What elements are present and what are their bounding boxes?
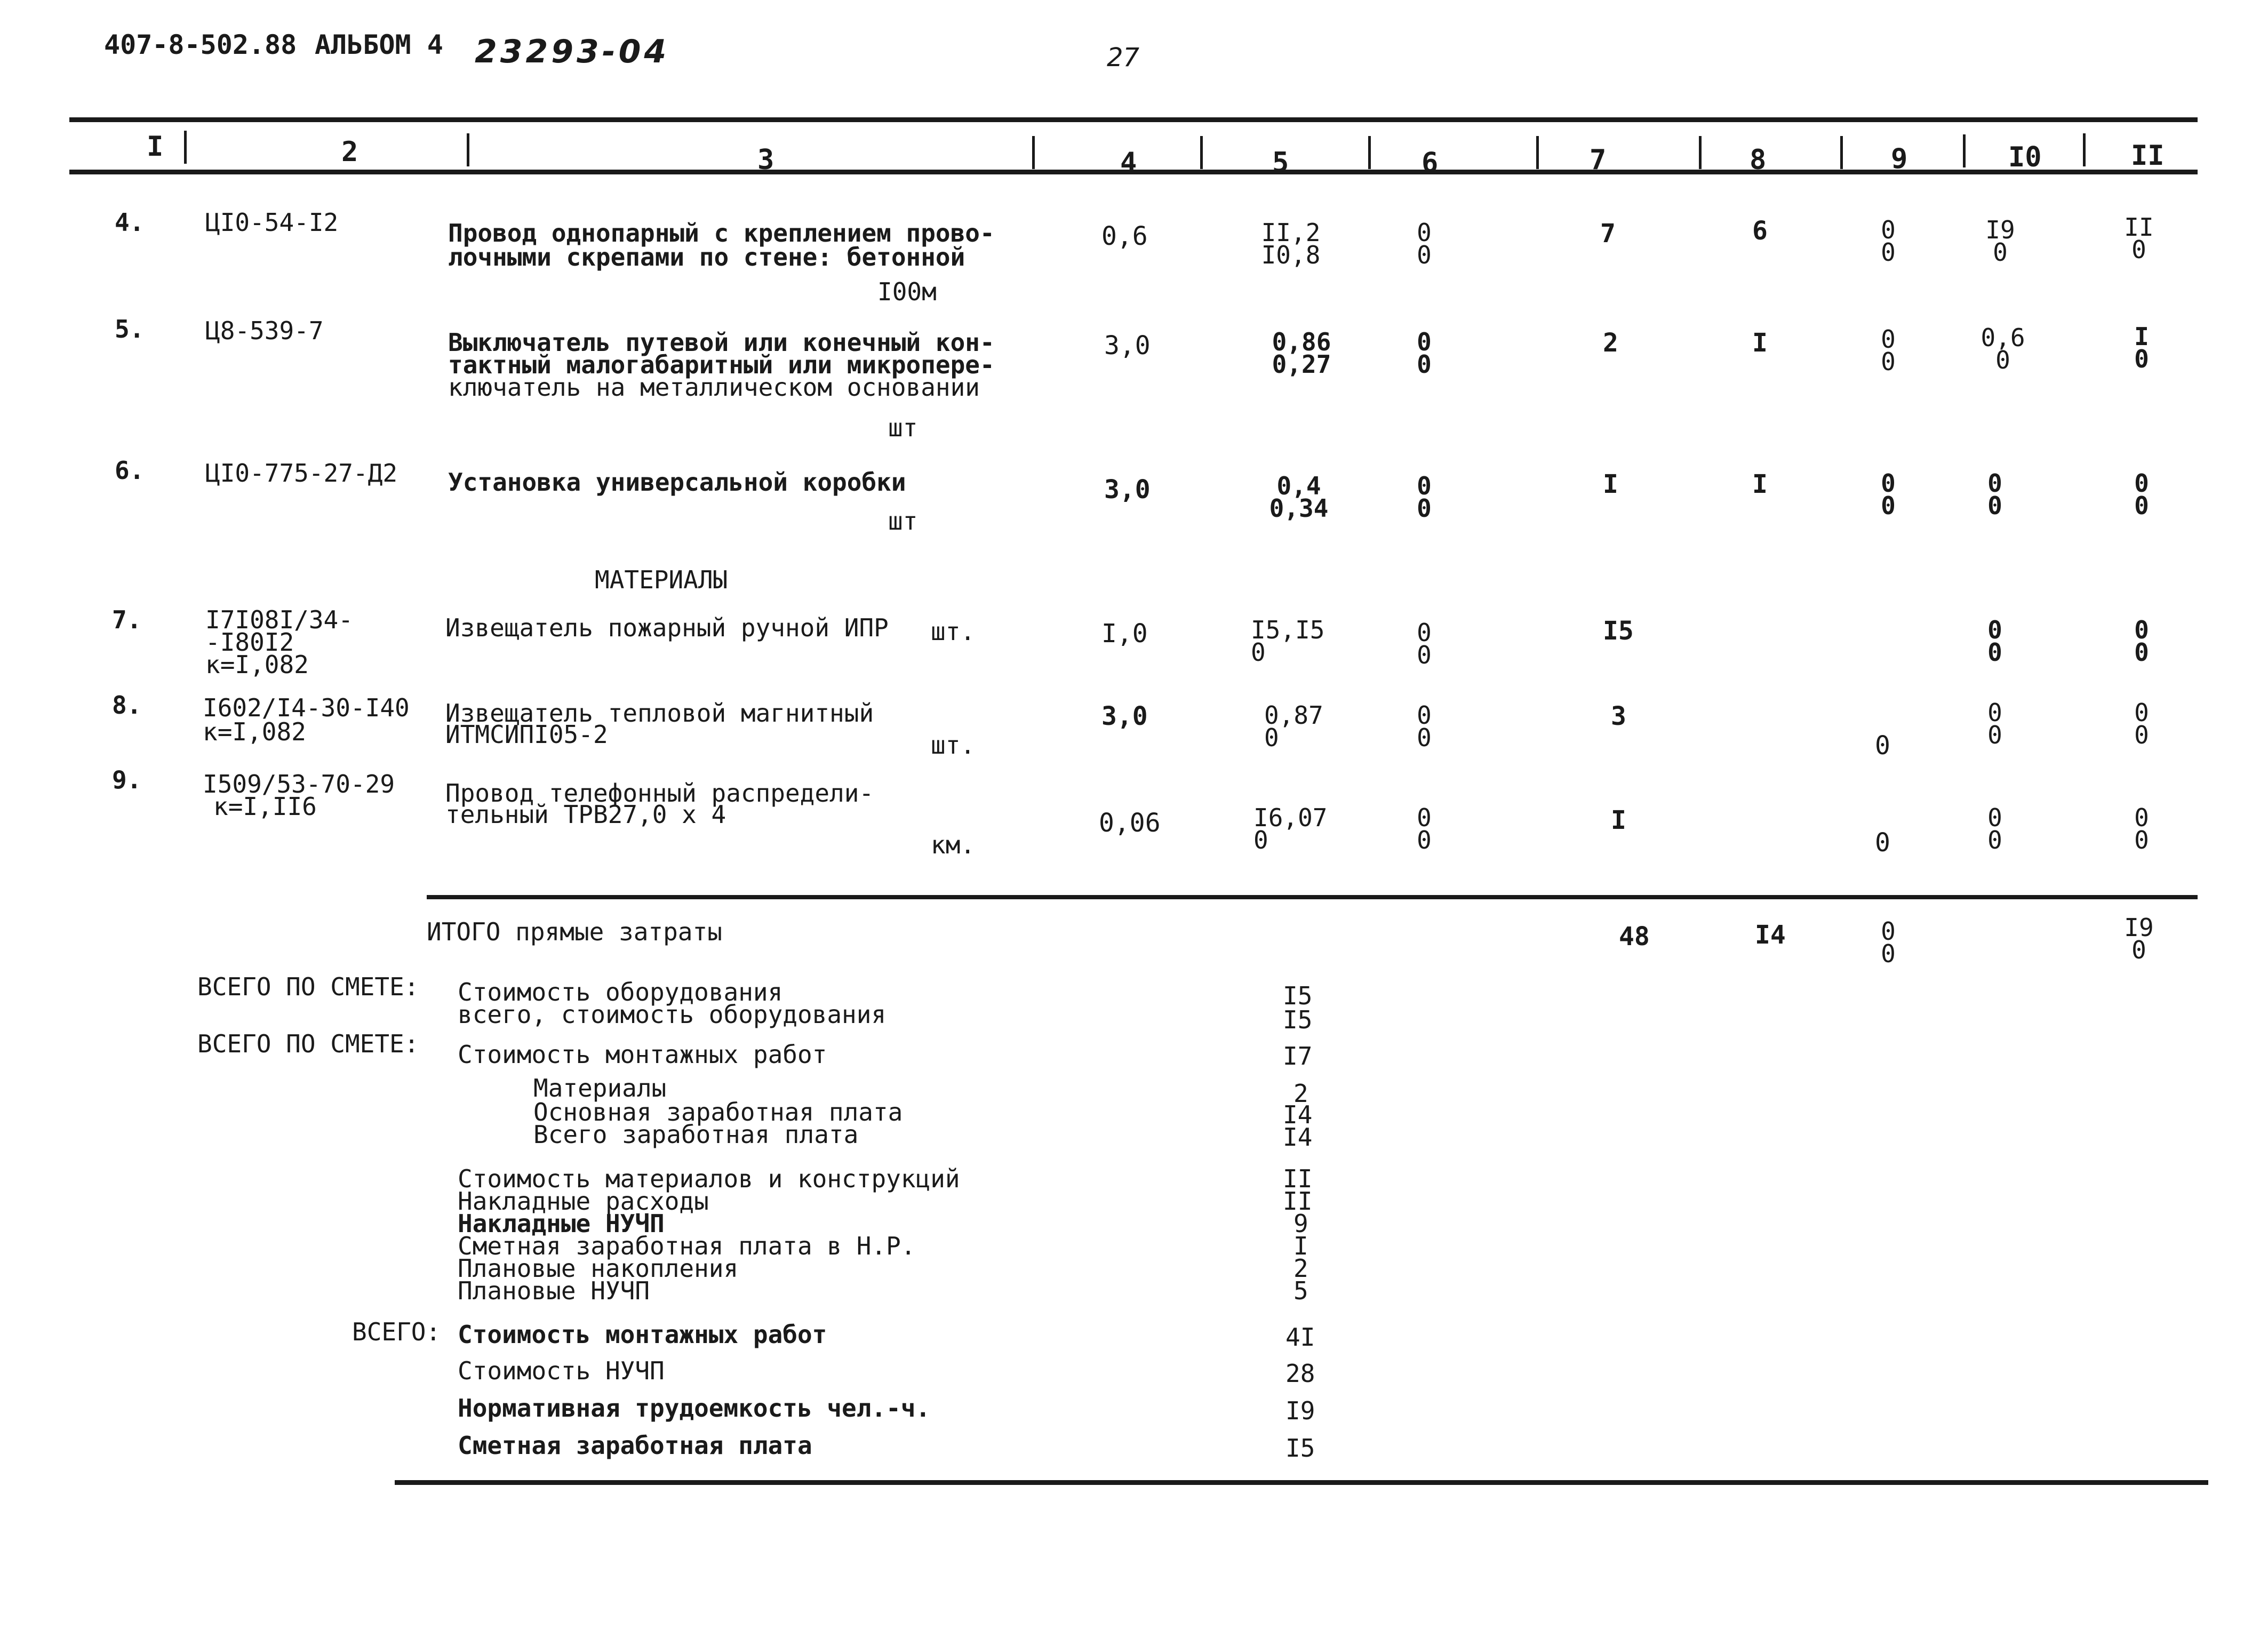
row-c9: 0 0 — [1881, 325, 1896, 376]
row-code-line: I7I08I/34- — [205, 605, 353, 634]
summary-value: I5 — [1283, 1005, 1313, 1034]
row-desc-line: Извещатель тепловой магнитный — [445, 699, 874, 728]
row-desc-line: Провод однопарный с креплением прово- — [448, 219, 995, 247]
row-c10: 0 0 — [1987, 616, 2002, 667]
summary-value: II — [1283, 1187, 1313, 1216]
summary-value: 9 — [1293, 1209, 1308, 1238]
row-c7: 2 — [1603, 328, 1618, 358]
handwritten-number: 23293-04 — [475, 33, 670, 70]
summary-value: I — [1293, 1232, 1308, 1260]
total-c11: I9 0 — [2124, 913, 2154, 964]
row-c4: I,0 — [1101, 619, 1148, 649]
row-number: 6. — [115, 456, 145, 485]
row-desc-line: Провод телефонный распредели- — [445, 779, 874, 808]
row-unit: I00м — [877, 277, 937, 306]
row-c8: I — [1752, 469, 1768, 499]
row-desc-line: ключатель на металлическом основании — [448, 373, 980, 402]
row-code: Ц8-539-7 — [205, 316, 324, 345]
row-code-line: I602/I4-30-I40 — [203, 693, 410, 722]
row-c7: 3 — [1611, 701, 1626, 731]
col-header-5: 5 — [1272, 147, 1289, 179]
row-desc-line: Извещатель пожарный ручной ИПР — [445, 613, 889, 642]
bottom-rule — [395, 1480, 2208, 1485]
row-c6: 0 0 — [1417, 218, 1432, 269]
row-number: 8. — [112, 691, 142, 720]
album-label: АЛЬБОМ 4 — [315, 29, 443, 60]
row-c9: 0 0 — [1881, 215, 1896, 267]
summary-label: Стоимость монтажных работ — [458, 1040, 827, 1069]
row-desc-line: Выключатель путевой или конечный кон- — [448, 328, 995, 357]
summary-value: I9 — [1285, 1396, 1315, 1425]
summary-label: Накладные НУЧП — [458, 1209, 665, 1238]
row-c10: 0 0 — [1987, 698, 2002, 749]
col-header-2: 2 — [341, 136, 358, 168]
summary-label: Нормативная трудоемкость чел.-ч. — [458, 1394, 931, 1423]
summary-label: Стоимость НУЧП — [458, 1356, 665, 1385]
row-c4: 3,0 — [1101, 701, 1148, 731]
col-header-9: 9 — [1891, 143, 1908, 175]
summary-label: Стоимость материалов и конструкций — [458, 1164, 960, 1193]
summary-value: 2 — [1293, 1254, 1308, 1283]
col-header-3: 3 — [757, 144, 774, 176]
row-c7: I — [1603, 469, 1618, 499]
row-c9: 0 0 — [1881, 469, 1896, 520]
row-c6: 0 0 — [1417, 618, 1432, 669]
total-c8: I4 — [1755, 920, 1786, 950]
row-number: 5. — [115, 315, 145, 343]
table-top-rule — [69, 117, 2198, 122]
row-c5: II,2 I0,8 — [1261, 218, 1321, 269]
row-unit: шт — [888, 507, 918, 536]
row-unit: шт — [888, 413, 918, 442]
summary-value: I4 — [1283, 1100, 1313, 1129]
row-c10: I9 0 — [1985, 215, 2015, 267]
col-header-8: 8 — [1750, 144, 1767, 176]
row-c11: 0 0 — [2134, 698, 2149, 749]
row-c11: 0 0 — [2134, 803, 2149, 854]
row-c5: 0,87 0 — [1264, 701, 1323, 752]
totals-rule — [427, 895, 2198, 899]
row-code-line: к=I,082 — [205, 650, 309, 679]
row-desc-line: тельный ТРВ27,0 х 4 — [445, 800, 726, 829]
summary-label: Материалы — [533, 1074, 667, 1102]
summary-value: I5 — [1283, 981, 1313, 1010]
row-desc-line: Установка универсальной коробки — [448, 468, 906, 497]
row-c10: 0 0 — [1987, 803, 2002, 854]
row-number: 7. — [112, 605, 142, 634]
summary-value: 4I — [1285, 1323, 1315, 1352]
col-header-6: 6 — [1422, 147, 1439, 179]
row-number: 4. — [115, 208, 145, 237]
col-header-10: I0 — [2008, 141, 2042, 173]
row-c11: I 0 — [2134, 322, 2149, 373]
row-c4: 0,6 — [1101, 221, 1148, 251]
row-desc-line: ИТМСИПI05-2 — [445, 720, 608, 749]
row-unit: шт. — [931, 731, 976, 760]
row-c4: 3,0 — [1104, 331, 1151, 361]
row-unit: шт. — [931, 617, 976, 646]
row-desc-line: лочными скрепами по стене: бетонной — [448, 243, 965, 271]
summary-label: Плановые НУЧП — [458, 1276, 650, 1305]
document-code: 407-8-502.88 — [104, 29, 297, 60]
summary-value: 28 — [1285, 1359, 1315, 1388]
row-c4: 3,0 — [1104, 475, 1151, 505]
row-c6: 0 0 — [1417, 701, 1432, 752]
total-c7: 48 — [1619, 922, 1650, 952]
row-c10: 0 0 — [1987, 469, 2002, 520]
summary-value: 2 — [1293, 1079, 1308, 1108]
col-header-11: II — [2131, 140, 2165, 172]
summary-label: Стоимость монтажных работ — [458, 1320, 827, 1349]
summary-value: 5 — [1293, 1276, 1308, 1305]
row-c11: II 0 — [2124, 213, 2154, 264]
col-header-4: 4 — [1120, 147, 1137, 179]
summary-value: II — [1283, 1164, 1313, 1193]
row-c9: 0 — [1875, 828, 1890, 858]
summary-label: Плановые накопления — [458, 1254, 739, 1283]
materials-heading: МАТЕРИАЛЫ — [595, 565, 728, 594]
row-code-line: I509/53-70-29 — [203, 770, 395, 798]
col-header-7: 7 — [1590, 144, 1607, 176]
total-label: ИТОГО прямые затраты — [427, 917, 722, 946]
row-c4: 0,06 — [1099, 808, 1161, 838]
row-c8: 6 — [1752, 216, 1768, 246]
row-c5: 0,86 0,27 — [1272, 327, 1331, 379]
row-c7: I — [1611, 805, 1626, 835]
row-c5: I5,I5 0 — [1251, 616, 1325, 667]
row-c9: 0 — [1875, 731, 1890, 761]
row-code-line: к=I,II6 — [213, 792, 317, 821]
col-header-1: I — [147, 131, 164, 163]
summary-label: Сметная заработная плата — [458, 1431, 812, 1460]
row-code: ЦI0-54-I2 — [205, 208, 339, 237]
page-number: 27 — [1107, 43, 1140, 73]
row-c6: 0 0 — [1417, 472, 1432, 523]
summary-label: Основная заработная плата — [533, 1098, 903, 1126]
summary-prefix: ВСЕГО ПО СМЕТЕ: — [197, 1029, 419, 1058]
summary-label: Накладные расходы — [458, 1187, 709, 1216]
row-c6: 0 0 — [1417, 803, 1432, 854]
row-code: ЦI0-775-27-Д2 — [205, 459, 398, 488]
summary-label: Стоимость оборудования — [458, 978, 783, 1006]
summary-prefix: ВСЕГО ПО СМЕТЕ: — [197, 972, 419, 1001]
row-c11: 0 0 — [2134, 469, 2149, 520]
row-c8: I — [1752, 328, 1768, 358]
row-desc-line: тактный малогабаритный или микропере- — [448, 350, 995, 379]
row-c6: 0 0 — [1417, 327, 1432, 379]
summary-value: I7 — [1283, 1042, 1313, 1070]
summary-label: Всего заработная плата — [533, 1120, 859, 1149]
row-c11: 0 0 — [2134, 616, 2149, 667]
row-c7: I5 — [1603, 616, 1634, 646]
summary-prefix: ВСЕГО: — [352, 1317, 441, 1346]
summary-label: всего, стоимость оборудования — [458, 1000, 887, 1029]
row-code-line: к=I,082 — [203, 717, 306, 746]
row-c5: 0,4 0,34 — [1269, 472, 1329, 523]
summary-value: I5 — [1285, 1434, 1315, 1463]
summary-label: Сметная заработная плата в Н.Р. — [458, 1232, 916, 1260]
row-unit: км. — [931, 830, 976, 859]
row-c7: 7 — [1600, 219, 1616, 249]
total-c9: 0 0 — [1881, 917, 1896, 968]
row-c10: 0,6 0 — [1980, 323, 2025, 374]
summary-value: I4 — [1283, 1123, 1313, 1152]
row-c5: I6,07 0 — [1253, 803, 1328, 854]
row-number: 9. — [112, 765, 142, 794]
row-code-line: -I80I2 — [205, 628, 294, 657]
